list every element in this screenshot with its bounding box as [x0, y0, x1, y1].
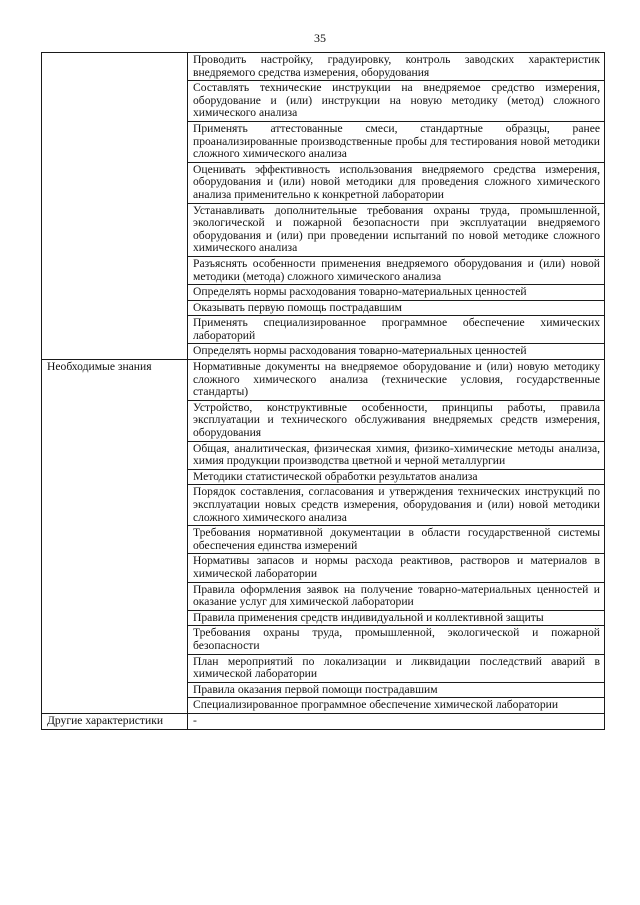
requirement-item: Правила оказания первой помощи пострадавшим	[188, 682, 605, 698]
table-row	[42, 713, 605, 729]
section-label	[42, 53, 188, 360]
competency-table	[41, 52, 605, 730]
requirement-item: Применять специализированное программное обеспечение химических лабораторий	[188, 316, 605, 344]
requirement-item: Устанавливать дополнительные требования охраны труда, промышленной, экологической и пожарной безопасности при эксплуатации внедряемого оборудования и (или) при проведении испытаний по новой методике сложного химического анализа	[188, 203, 605, 256]
requirement-item: Оказывать первую помощь пострадавшим	[188, 300, 605, 316]
requirement-item: Оценивать эффективность использования внедряемого средства измерения, оборудования и (или) новой методики для проведения сложного химического анализа применительно к конкретной лаборатории	[188, 162, 605, 203]
section-label: Другие характеристики	[42, 713, 188, 729]
table-row	[42, 360, 605, 401]
page-number: 35	[314, 31, 326, 45]
requirement-item: Составлять технические инструкции на внедряемое средство измерения, оборудование и (или) инструкции на новую методику (метод) сложного химического анализа	[188, 81, 605, 122]
requirement-item: Нормативные документы на внедряемое оборудование и (или) новую методику сложного химического анализа (технические условия, государственные стандарты)	[188, 360, 605, 401]
requirement-item: Правила оформления заявок на получение товарно-материальных ценностей и оказание услуг для химической лаборатории	[188, 582, 605, 610]
requirement-item: Определять нормы расходования товарно-материальных ценностей	[188, 285, 605, 301]
section-label: Необходимые знания	[42, 360, 188, 714]
requirement-item: -	[188, 713, 605, 729]
requirement-item: Проводить настройку, градуировку, контроль заводских характеристик внедряемого средства измерения, оборудования	[188, 53, 605, 81]
table-row	[42, 53, 605, 81]
requirement-item: Требования охраны труда, промышленной, экологической и пожарной безопасности	[188, 626, 605, 654]
requirement-item: Устройство, конструктивные особенности, принципы работы, правила эксплуатации и технического обслуживания внедряемых средств измерения, оборудования	[188, 400, 605, 441]
requirement-item: Общая, аналитическая, физическая химия, физико-химические методы анализа, химия продукции производства цветной и черной металлургии	[188, 441, 605, 469]
requirement-item: Применять аттестованные смеси, стандартные образцы, ранее проанализированные производственные пробы для тестирования новой методики сложного химического анализа	[188, 121, 605, 162]
requirement-item: Методики статистической обработки результатов анализа	[188, 469, 605, 485]
requirement-item: Порядок составления, согласования и утверждения технических инструкций по эксплуатации новых средств измерения, оборудования и (или) новой методики сложного химического анализа	[188, 485, 605, 526]
requirement-item: Правила применения средств индивидуальной и коллективной защиты	[188, 610, 605, 626]
requirement-item: Разъяснять особенности применения внедряемого оборудования и (или) новой методики (метода) сложного химического анализа	[188, 256, 605, 284]
requirement-item: Нормативы запасов и нормы расхода реактивов, растворов и материалов в химической лаборатории	[188, 554, 605, 582]
requirement-item: Требования нормативной документации в области государственной системы обеспечения единства измерений	[188, 526, 605, 554]
requirement-item: Определять нормы расходования товарно-материальных ценностей	[188, 344, 605, 360]
requirement-item: План мероприятий по локализации и ликвидации последствий аварий в химической лаборатории	[188, 654, 605, 682]
requirement-item: Специализированное программное обеспечение химической лаборатории	[188, 698, 605, 714]
